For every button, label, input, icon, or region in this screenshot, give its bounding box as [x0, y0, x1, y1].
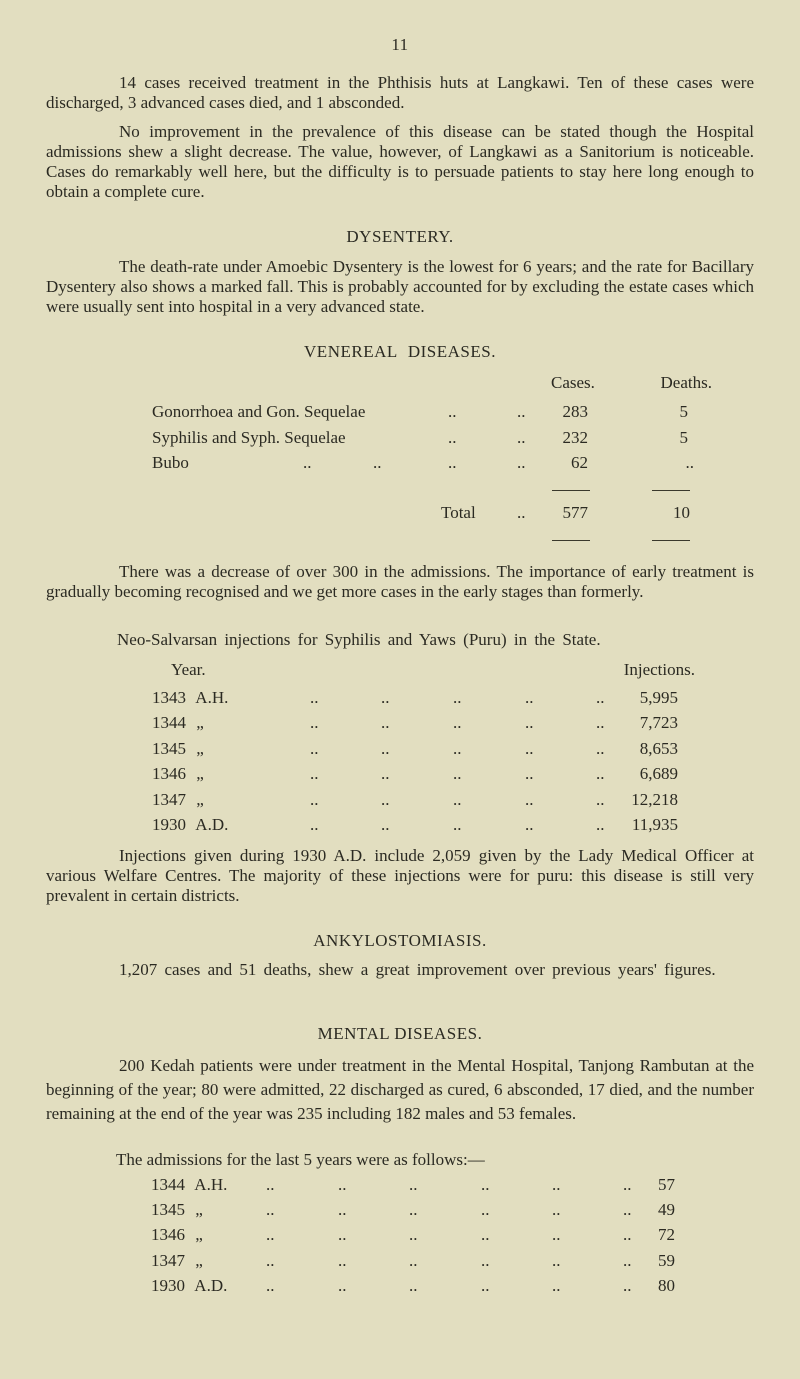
- leader-dots: ..: [453, 789, 462, 809]
- injections-paragraph: Injections given during 1930 A.D. include 2,059 given by the Lady Medical Officer at various Welfare Centres. The majority of these injections were for puru: this disease is still very prevalent in certain districts.: [46, 846, 754, 905]
- leader-dots: ..: [448, 453, 457, 472]
- injections-value: 6,689: [639, 764, 678, 784]
- leader-dots: ..: [525, 789, 534, 809]
- leader-dots: ..: [517, 402, 526, 421]
- leader-dots: ..: [453, 688, 462, 707]
- subtotal-rule: [652, 490, 690, 491]
- cases-value: 232: [562, 427, 588, 447]
- column-header-deaths: Deaths.: [660, 373, 712, 392]
- leader-dots: ..: [552, 1200, 561, 1220]
- leader-dots: ..: [303, 453, 312, 472]
- year-label: 1346 „: [151, 1225, 203, 1245]
- leader-dots: ..: [381, 789, 390, 809]
- injections-value: 12,218: [631, 789, 678, 809]
- leader-dots: ..: [525, 688, 534, 707]
- admissions-value: 59: [658, 1250, 675, 1270]
- leader-dots: ..: [409, 1175, 418, 1194]
- leader-dots: ..: [596, 713, 605, 733]
- total-cases: 577: [562, 503, 588, 522]
- year-label: 1346 „: [152, 764, 204, 784]
- admissions-value: 49: [658, 1200, 675, 1220]
- deaths-value: ..: [685, 453, 694, 472]
- deaths-value: 5: [679, 402, 688, 421]
- admissions-value: 80: [658, 1275, 675, 1295]
- leader-dots: ..: [381, 738, 390, 758]
- ankylostomiasis-heading: ANKYLOSTOMIASIS.: [313, 931, 487, 950]
- leader-dots: ..: [409, 1225, 418, 1245]
- year-label: 1345 „: [152, 738, 204, 758]
- leader-dots: ..: [310, 764, 319, 784]
- leader-dots: ..: [525, 764, 534, 784]
- year-label: 1343 A.H.: [152, 688, 229, 707]
- leader-dots: ..: [310, 815, 319, 834]
- admissions-intro: The admissions for the last 5 years were as follows:—: [116, 1150, 485, 1169]
- leader-dots: ..: [623, 1250, 632, 1270]
- leader-dots: ..: [525, 738, 534, 758]
- leader-dots: ..: [266, 1225, 275, 1245]
- leader-dots: ..: [310, 789, 319, 809]
- leader-dots: ..: [623, 1225, 632, 1245]
- leader-dots: ..: [266, 1175, 275, 1194]
- year-label: 1344 „: [152, 713, 204, 733]
- leader-dots: ..: [409, 1250, 418, 1270]
- leader-dots: ..: [481, 1225, 490, 1245]
- leader-dots: ..: [552, 1175, 561, 1194]
- leader-dots: ..: [552, 1275, 561, 1295]
- dysentery-paragraph: The death-rate under Amoebic Dysentery is the lowest for 6 years; and the rate for Bacillary Dysentery also shows a marked fall. This is probably accounted for by excluding the estate cases which were usually sent into hospital in a very advanced state.: [46, 257, 754, 316]
- leader-dots: ..: [596, 738, 605, 758]
- column-header-year: Year.: [171, 660, 206, 679]
- leader-dots: ..: [266, 1200, 275, 1220]
- leader-dots: ..: [409, 1275, 418, 1295]
- page-number: 11: [391, 35, 409, 54]
- leader-dots: ..: [310, 738, 319, 758]
- disease-name: Gonorrhoea and Gon. Sequelae: [152, 402, 366, 421]
- leader-dots: ..: [623, 1275, 632, 1295]
- leader-dots: ..: [409, 1200, 418, 1220]
- year-label: 1347 „: [152, 789, 204, 809]
- disease-name: Syphilis and Syph. Sequelae: [152, 427, 346, 447]
- year-label: 1344 A.H.: [151, 1175, 228, 1194]
- leader-dots: ..: [517, 453, 526, 472]
- leader-dots: ..: [266, 1250, 275, 1270]
- subtotal-rule: [552, 490, 590, 491]
- leader-dots: ..: [448, 402, 457, 421]
- leader-dots: ..: [338, 1200, 347, 1220]
- leader-dots: ..: [596, 764, 605, 784]
- total-deaths: 10: [673, 503, 690, 522]
- leader-dots: ..: [596, 688, 605, 707]
- leader-dots: ..: [338, 1175, 347, 1194]
- leader-dots: ..: [310, 688, 319, 707]
- cases-value: 62: [571, 453, 588, 472]
- ankylostomiasis-paragraph: 1,207 cases and 51 deaths, shew a great improvement over previous years' figures.: [119, 960, 716, 979]
- leader-dots: ..: [552, 1225, 561, 1245]
- leader-dots: ..: [381, 764, 390, 784]
- leader-dots: ..: [448, 427, 457, 447]
- leader-dots: ..: [517, 427, 526, 447]
- disease-name: Bubo: [152, 453, 189, 472]
- mental-heading: MENTAL DISEASES.: [317, 1024, 483, 1043]
- leader-dots: ..: [373, 453, 382, 472]
- leader-dots: ..: [481, 1175, 490, 1194]
- deaths-value: 5: [679, 427, 688, 447]
- leader-dots: ..: [481, 1275, 490, 1295]
- injections-value: 7,723: [639, 713, 678, 733]
- year-label: 1347 „: [151, 1250, 203, 1270]
- leader-dots: ..: [596, 815, 605, 834]
- leader-dots: ..: [525, 713, 534, 733]
- total-label: Total: [441, 503, 476, 522]
- leader-dots: ..: [381, 815, 390, 834]
- venereal-heading: VENEREAL DISEASES.: [304, 342, 496, 361]
- column-header-injections: Injections.: [623, 660, 695, 679]
- total-rule: [652, 540, 690, 541]
- admissions-value: 57: [658, 1175, 675, 1194]
- leader-dots: ..: [381, 688, 390, 707]
- leader-dots: ..: [310, 713, 319, 733]
- leader-dots: ..: [453, 738, 462, 758]
- leader-dots: ..: [596, 789, 605, 809]
- leader-dots: ..: [552, 1250, 561, 1270]
- year-label: 1345 „: [151, 1200, 203, 1220]
- leader-dots: ..: [453, 815, 462, 834]
- dysentery-heading: DYSENTERY.: [346, 227, 454, 246]
- leader-dots: ..: [338, 1275, 347, 1295]
- injections-value: 8,653: [639, 738, 678, 758]
- injections-title: Neo-Salvarsan injections for Syphilis and Yaws (Puru) in the State.: [117, 630, 601, 649]
- injections-value: 5,995: [639, 688, 678, 707]
- admissions-value: 72: [658, 1225, 675, 1245]
- leader-dots: ..: [481, 1250, 490, 1270]
- leader-dots: ..: [453, 713, 462, 733]
- phthisis-paragraph-2: No improvement in the prevalence of this disease can be stated though the Hospital admissions shew a slight decrease. The value, however, of Langkawi as a Sanitorium is noticeable. Cases do remarkably well here, but the difficulty is to persuade patients to stay here long enough to obtain a complete cure.: [46, 122, 754, 201]
- leader-dots: ..: [453, 764, 462, 784]
- column-header-cases: Cases.: [551, 373, 595, 392]
- leader-dots: ..: [338, 1250, 347, 1270]
- leader-dots: ..: [266, 1275, 275, 1295]
- injections-value: 11,935: [631, 815, 678, 834]
- leader-dots: ..: [481, 1200, 490, 1220]
- year-label: 1930 A.D.: [152, 815, 229, 834]
- leader-dots: ..: [381, 713, 390, 733]
- venereal-paragraph: There was a decrease of over 300 in the admissions. The importance of early treatment is gradually becoming recognised and we get more cases in the early stages than formerly.: [46, 562, 754, 601]
- cases-value: 283: [562, 402, 588, 421]
- leader-dots: ..: [623, 1200, 632, 1220]
- leader-dots: ..: [623, 1175, 632, 1194]
- leader-dots: ..: [517, 503, 526, 522]
- leader-dots: ..: [525, 815, 534, 834]
- total-rule: [552, 540, 590, 541]
- mental-paragraph: 200 Kedah patients were under treatment in the Mental Hospital, Tanjong Rambutan at the beginning of the year; 80 were admitted, 22 discharged as cured, 6 absconded, 17 died, and the number remaining at the end of the year was 235 including 182 males and 53 females.: [46, 1056, 754, 1123]
- leader-dots: ..: [338, 1225, 347, 1245]
- year-label: 1930 A.D.: [151, 1275, 228, 1295]
- phthisis-paragraph-1: 14 cases received treatment in the Phthisis huts at Langkawi. Ten of these cases were discharged, 3 advanced cases died, and 1 absconded.: [46, 73, 754, 112]
